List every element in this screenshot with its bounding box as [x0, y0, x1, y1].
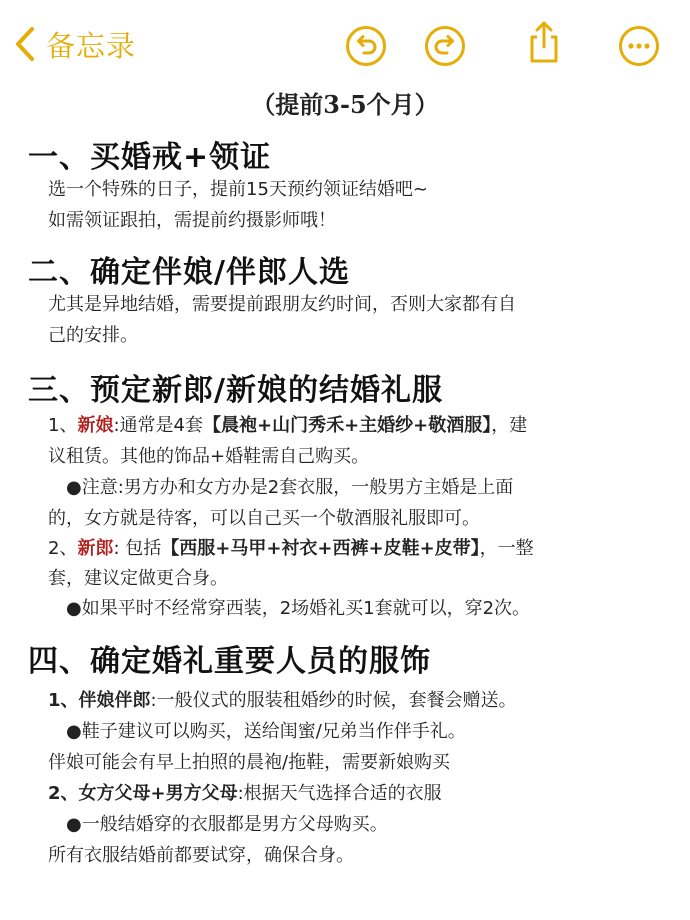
- redo-button[interactable]: [423, 24, 467, 68]
- groom-outfits: 【西服+马甲+衬衣+西裤+皮鞋+皮带】: [161, 538, 480, 559]
- nav-bar: [0, 0, 690, 90]
- groom-label: 新郎: [77, 538, 114, 559]
- bride-line-2: 议租赁。其他的饰品+婚鞋需自己购买。: [48, 446, 370, 467]
- section-1-line-1: 选一个特殊的日子，提前15天预约领证结婚吧~: [48, 179, 428, 200]
- share-button[interactable]: [522, 20, 566, 64]
- item-1-text: :一般仪式的服装租婚纱的时候，套餐会赠送。: [150, 690, 517, 711]
- note-subtitle: （提前3-5个月）: [251, 90, 439, 119]
- groom-text-b: ，一整: [479, 538, 534, 559]
- section-2-line-2: 己的安排。: [48, 325, 138, 346]
- section-4-item-1: [48, 686, 517, 716]
- back-label: 备忘录: [46, 28, 137, 63]
- section-2-heading: 二、确定伴娘/伴郎人选: [28, 255, 350, 290]
- groom-text-a: : 包括: [113, 538, 162, 559]
- undo-button[interactable]: [344, 24, 388, 68]
- undo-icon: [344, 24, 388, 68]
- section-1-line-2: 如需领证跟拍，需提前约摄影师哦！: [48, 210, 336, 231]
- back-button[interactable]: [14, 22, 136, 66]
- groom-line-1: [48, 534, 534, 564]
- section-4-heading: 四、确定婚礼重要人员的服饰: [28, 644, 431, 679]
- bride-text-b: ，建: [491, 415, 528, 436]
- item-1-label: 1、伴娘伴郎: [48, 690, 151, 711]
- section-4-item-2: [48, 779, 442, 809]
- more-button[interactable]: [617, 24, 661, 68]
- section-1-heading: 一、买婚戒+领证: [28, 140, 272, 175]
- bride-outfits: 【晨袍+山门秀禾+主婚纱+敬酒服】: [202, 415, 492, 436]
- groom-line-2: 套，建议定做更合身。: [48, 568, 228, 589]
- item-2-text: :根据天气选择合适的衣服: [237, 783, 442, 804]
- groom-note: ●如果平时不经常穿西装，2场婚礼买1套就可以，穿2次。: [66, 598, 531, 619]
- bride-note-line-2: 的，女方就是待客，可以自己买一个敬酒服礼服即可。: [48, 508, 480, 529]
- section-2-line-1: 尤其是异地结婚，需要提前跟朋友约时间，否则大家都有自: [48, 294, 516, 315]
- section-3-heading: 三、预定新郎/新娘的结婚礼服: [28, 373, 443, 408]
- chevron-left-icon: [14, 26, 36, 62]
- bride-note-line-1: ●注意:男方办和女方办是2套衣服，一般男方主婚是上面: [66, 477, 514, 498]
- item-1-note: ●鞋子建议可以购买，送给闺蜜/兄弟当作伴手礼。: [66, 721, 466, 742]
- footer-line: 所有衣服结婚前都要试穿，确保合身。: [48, 845, 354, 866]
- redo-icon: [423, 24, 467, 68]
- more-icon: [617, 24, 661, 68]
- item-2-label: 2、女方父母+男方父母: [48, 783, 238, 804]
- bride-label: 新娘: [77, 415, 114, 436]
- bride-number: 1、: [48, 415, 78, 436]
- share-icon: [522, 20, 566, 64]
- bride-text-a: :通常是4套: [113, 415, 203, 436]
- item-2-note: ●一般结婚穿的衣服都是男方父母购买。: [66, 814, 388, 835]
- bride-line-1: [48, 411, 527, 441]
- groom-number: 2、: [48, 538, 78, 559]
- item-1-extra: 伴娘可能会有早上拍照的晨袍/拖鞋，需要新娘购买: [48, 752, 451, 773]
